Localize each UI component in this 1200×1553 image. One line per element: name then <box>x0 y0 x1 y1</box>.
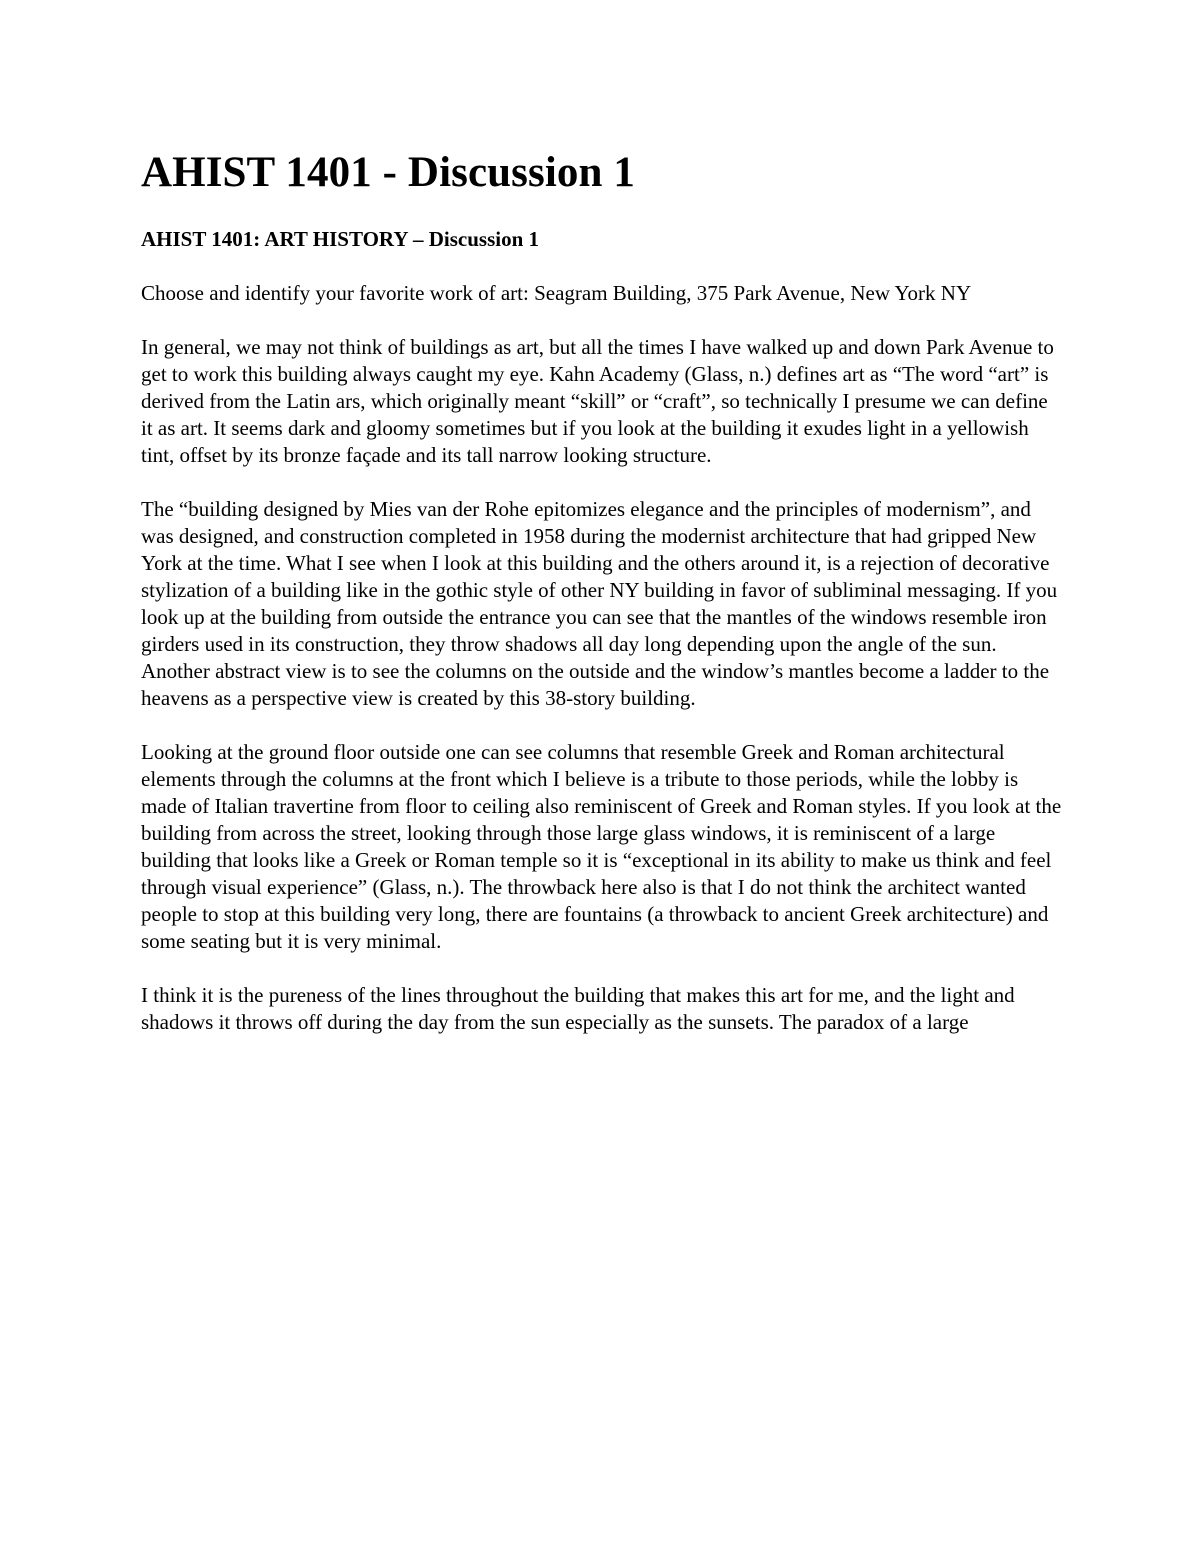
paragraph-pureness-of-lines: I think it is the pureness of the lines throughout the building that makes this art for me, and the light and shadows it throws off during the day from the sun especially as the sunsets. The paradox of a large <box>141 983 1015 1034</box>
document-subtitle: AHIST 1401: ART HISTORY – Discussion 1 <box>141 227 540 251</box>
paragraph-favorite-work: Choose and identify your favorite work of art: Seagram Building, 375 Park Avenue, New York NY <box>141 281 972 305</box>
document-body <box>141 146 1063 1036</box>
paragraph-greek-roman-elements: Looking at the ground floor outside one can see columns that resemble Greek and Roman architectural elements through the columns at the front which I believe is a tribute to those periods, while the lobby is made of Italian travertine from floor to ceiling also reminiscent of Greek and Roman styles. If you look at the building from across the street, looking through those large glass windows, it is reminiscent of a large building that looks like a Greek or Roman temple so it is “exceptional in its ability to make us think and feel through visual experience” (Glass, n.). The throwback here also is that I do not think the architect wanted people to stop at this building very long, there are fountains (a throwback to ancient Greek architecture) and some seating but it is very minimal. <box>141 740 1062 953</box>
paragraph-buildings-as-art: In general, we may not think of buildings as art, but all the times I have walked up and down Park Avenue to get to work this building always caught my eye. Kahn Academy (Glass, n.) defines art as “The word “art” is derived from the Latin ars, which originally meant “skill” or “craft”, so technically I presume we can define it as art. It seems dark and gloomy sometimes but if you look at the building it exudes light in a yellowish tint, offset by its bronze façade and its tall narrow looking structure. <box>141 335 1054 467</box>
document-title: AHIST 1401 - Discussion 1 <box>141 149 635 196</box>
paragraph-mies-van-der-rohe: The “building designed by Mies van der Rohe epitomizes elegance and the principles of modernism”, and was designed, and construction completed in 1958 during the modernist architecture that had gripped New York at the time. What I see when I look at this building and the others around it, is a rejection of decorative stylization of a building like in the gothic style of other NY building in favor of subliminal messaging. If you look up at the building from outside the entrance you can see that the mantles of the windows resemble iron girders used in its construction, they throw shadows all day long depending upon the angle of the sun. Another abstract view is to see the columns on the outside and the window’s mantles become a ladder to the heavens as a perspective view is created by this 38-story building. <box>141 497 1058 710</box>
